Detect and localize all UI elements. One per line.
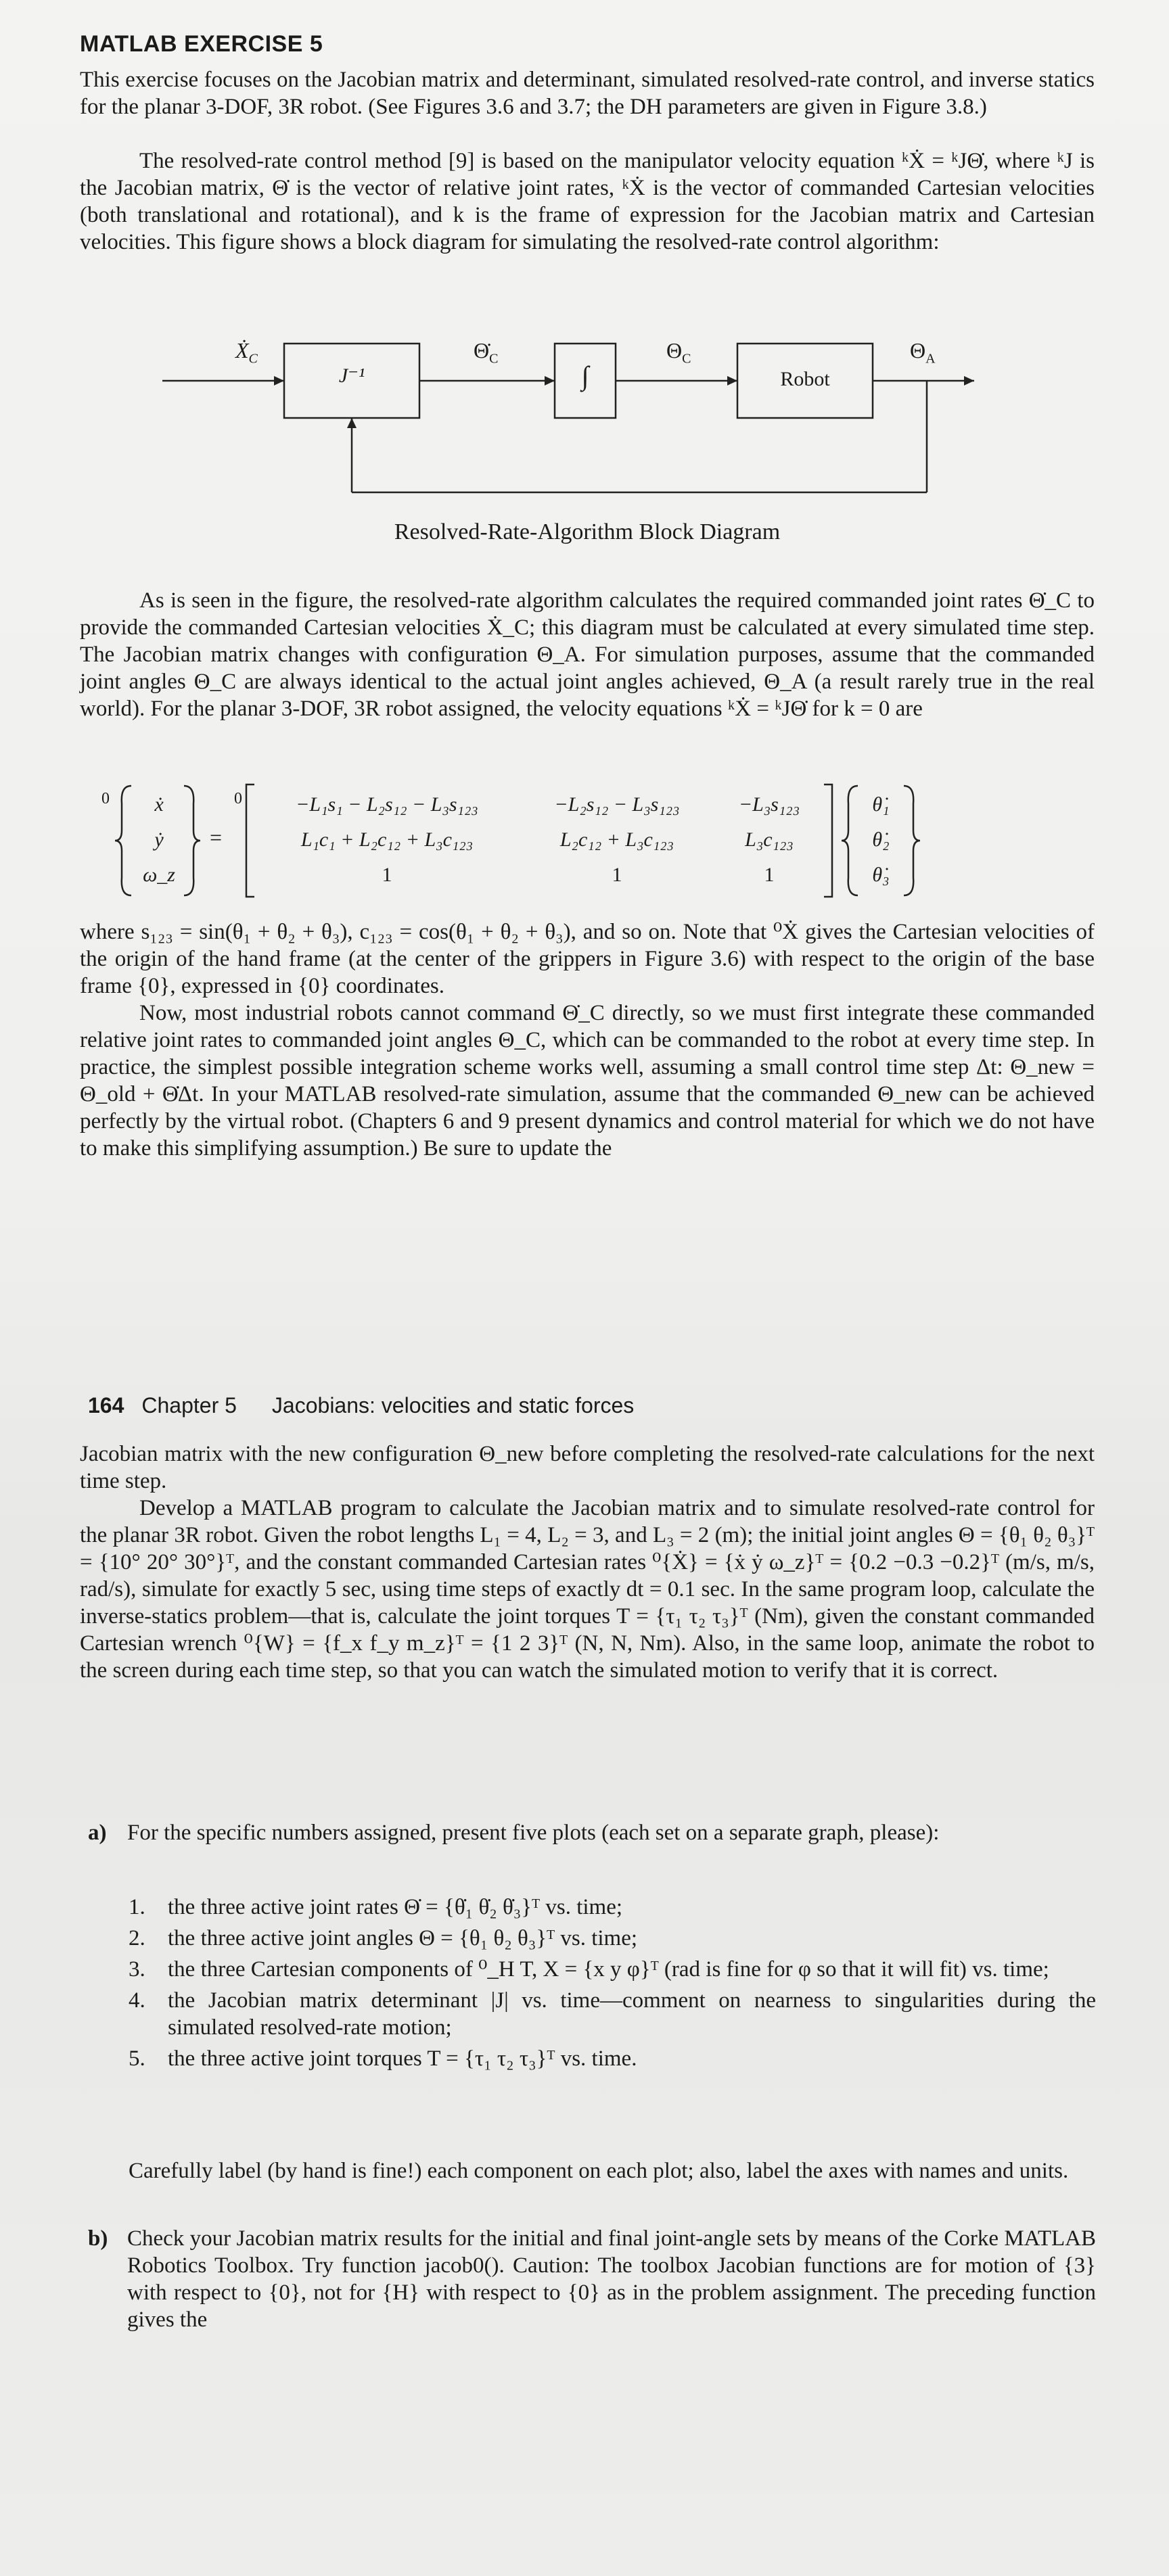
matrix-right-bracket [821,783,835,898]
develop-program-paragraph: Develop a MATLAB program to calculate the Jacobian matrix and to simulate resolved-rate control for the planar 3R robot. Given the robot lengths L₁ = 4, L₂ = 3, and L₃ = 2 (m); the initial joint angles Θ = {θ₁ θ₂ θ₃}ᵀ = {10° 20° 30°}ᵀ, and the constant commanded Cartesian rates ⁰{Ẋ} = {ẋ ẏ ω_z}ᵀ = {0.2 −0.3 −0.2}ᵀ (m/s, m/s, rad/s), simulate for exactly 5 sec, using time steps of exactly dt = 0.1 sec. In the same program loop, calculate the inverse-statics problem—that is, calculate the joint torques T = {τ₁ τ₂ τ₃}ᵀ (Nm), given the constant commanded Cartesian wrench ⁰{W} = {f_x f_y m_z}ᵀ = {1 2 3}ᵀ (N, N, Nm). Also, in the same loop, animate the robot to the screen during each time step, so that you can watch the simulated motion to verify that it is correct. [80,1496,1095,1683]
rhs-theta3dot: θ̇₃ [872,864,890,886]
part-b-label: b) [88,2226,108,2251]
part-a-text: For the specific numbers assigned, present five plots (each set on a separate graph, please): [127,1821,940,1845]
jacobian-inverse-label: J⁻¹ [338,365,365,387]
part-b [88,2225,1096,2333]
jacobian-matrix: −L₁s₁ − L₂s₁₂ − L₃s₁₂₃ −L₂s₁₂ − L₃s₁₂₃ −L₃s₁₂₃ L₁c₁ + L₂c₁₂ + L₃c₁₂₃ L₂c₁₂ + L₃c₁₂₃ L₃c₁₂₃ 1 1 1 [296,793,800,886]
sin-cos-paragraph: where s₁₂₃ = sin(θ₁ + θ₂ + θ₃), c₁₂₃ = cos(θ₁ + θ₂ + θ₃), and so on. Note that ⁰Ẋ gives the Cartesian velocities of the origin of the hand frame (at the center of the grippers in Figure 3.6) with respect to the origin of the base frame {0}, expressed in {0} coordinates. [80,920,1095,998]
running-header [88,1393,634,1418]
matrix-left-bracket [244,783,257,898]
lhs-left-brace [114,783,134,898]
lhs-xdot: ẋ [154,793,164,816]
signal-xc-label: Ẋ$_C$ [235,338,258,367]
list-item: 2. the three active joint angles Θ = {θ₁ θ₂ θ₃}ᵀ vs. time; [129,1926,638,1950]
rhs-theta1dot: θ̇₁ [872,793,890,816]
signal-theta-label: $\Theta_C$ [666,338,691,367]
list-item: 4. the Jacobian matrix determinant |J| vs. time—comment on nearness to singularities during the simulated resolved-rate motion; [129,1988,1096,2040]
velocity-equation: 0 ẋ ẏ ω_z = 0 −L₁s₁ − L₂s₁₂ − L₃s₁₂₃ −L₂s₁₂ − L₃s₁₂₃ −L₃s₁₂₃ L₁c₁ + L₂c₁₂ + L₃c₁₂₃ L₂c₁₂ + L₃c₁₂₃ L₃c₁₂₃ 1 1 1 θ̇₁ θ̇₂ θ̇₃ [101,783,1062,898]
chapter-label: Chapter 5 [141,1393,237,1418]
lhs-right-brace [181,783,202,898]
rhs-theta2dot: θ̇₂ [872,828,890,851]
resolved-rate-paragraph: The resolved-rate control method [9] is based on the manipulator velocity equation ᵏẊ = ᵏJΘ̇, where ᵏJ is the Jacobian matrix, Θ̇ is the vector of relative joint rates, ᵏẊ is the vector of commanded Cartesian velocities (both translational and rotational), and k is the frame of expression for the Jacobian matrix and Cartesian velocities. This figure shows a block diagram for simulating the resolved-rate control algorithm: [80,149,1095,254]
exercise-heading: MATLAB EXERCISE 5 [80,31,323,57]
rhs-left-brace [840,783,861,898]
list-item: 3. the three Cartesian components of ⁰_H T, X = {x y φ}ᵀ (rad is fine for φ so that it will fit) vs. time; [129,1957,1049,1982]
robot-label: Robot [780,368,830,390]
part-a [88,1819,1096,1846]
intro-paragraph: This exercise focuses on the Jacobian matrix and determinant, simulated resolved-rate control, and inverse statics for the planar 3-DOF, 3R robot. (See Figures 3.6 and 3.7; the DH parameters are given in Figure 3.8.) [80,68,1095,119]
lhs-omega: ω_z [143,864,175,886]
signal-thetadot-label: $\Thetȧ_C$ [474,338,499,367]
chapter-title: Jacobians: velocities and static forces [271,1393,635,1418]
part-a-label: a) [88,1821,107,1845]
list-item: 5. the three active joint torques T = {τ₁ τ₂ τ₃}ᵀ vs. time. [129,2046,637,2071]
signal-thetaa-label: $\Theta_A$ [910,338,936,367]
part-b-text: Check your Jacobian matrix results for the initial and final joint-angle sets by means of the Corke MATLAB Robotics Toolbox. Try function jacob0(). Caution: The toolbox Jacobian functions are for motion of {3} with respect to {0}, not for {H} with respect to {0} as in the problem assignment. The preceding function gives the [127,2226,1096,2332]
page-number: 164 [88,1393,124,1418]
integral-label: ∫ [581,360,589,391]
integration-paragraph: Now, most industrial robots cannot command Θ̇_C directly, so we must first integrate these commanded relative joint rates to commanded joint angles Θ_C, which can be commanded to the robot at every time step. In practice, the simplest possible integration scheme works well, assuming a small control time step Δt: Θ_new = Θ_old + Θ̇Δt. In your MATLAB resolved-rate simulation, assume that the commanded Θ_new can be achieved perfectly by the virtual robot. (Chapters 6 and 9 present dynamics and control material for which we do not have to make this simplifying assumption.) Be sure to update the [80,1001,1095,1161]
algorithm-paragraph: As is seen in the figure, the resolved-rate algorithm calculates the required commanded joint rates Θ̇_C to provide the commanded Cartesian velocities Ẋ_C; this diagram must be calculated at every simulated time step. The Jacobian matrix changes with configuration Θ_A. For simulation purposes, assume that the commanded joint angles Θ_C are always identical to the actual joint angles achieved, Θ_A (a result rarely true in the real world). For the planar 3-DOF, 3R robot assigned, the velocity equations ᵏẊ = ᵏJΘ̇ for k = 0 are [80,588,1095,721]
lhs-ydot: ẏ [154,828,164,851]
continuation-paragraph: Jacobian matrix with the new configuration Θ_new before completing the resolved-rate calculations for the next time step. [80,1442,1095,1493]
plot-list [129,1894,1096,2076]
label-note: Carefully label (by hand is fine!) each component on each plot; also, label the axes with names and units. [129,2159,1069,2183]
rhs-right-brace [901,783,921,898]
diagram-caption: Resolved-Rate-Algorithm Block Diagram [394,519,781,544]
list-item: 1. the three active joint rates Θ̇ = {θ̇₁ θ̇₂ θ̇₃}ᵀ vs. time; [129,1895,623,1919]
